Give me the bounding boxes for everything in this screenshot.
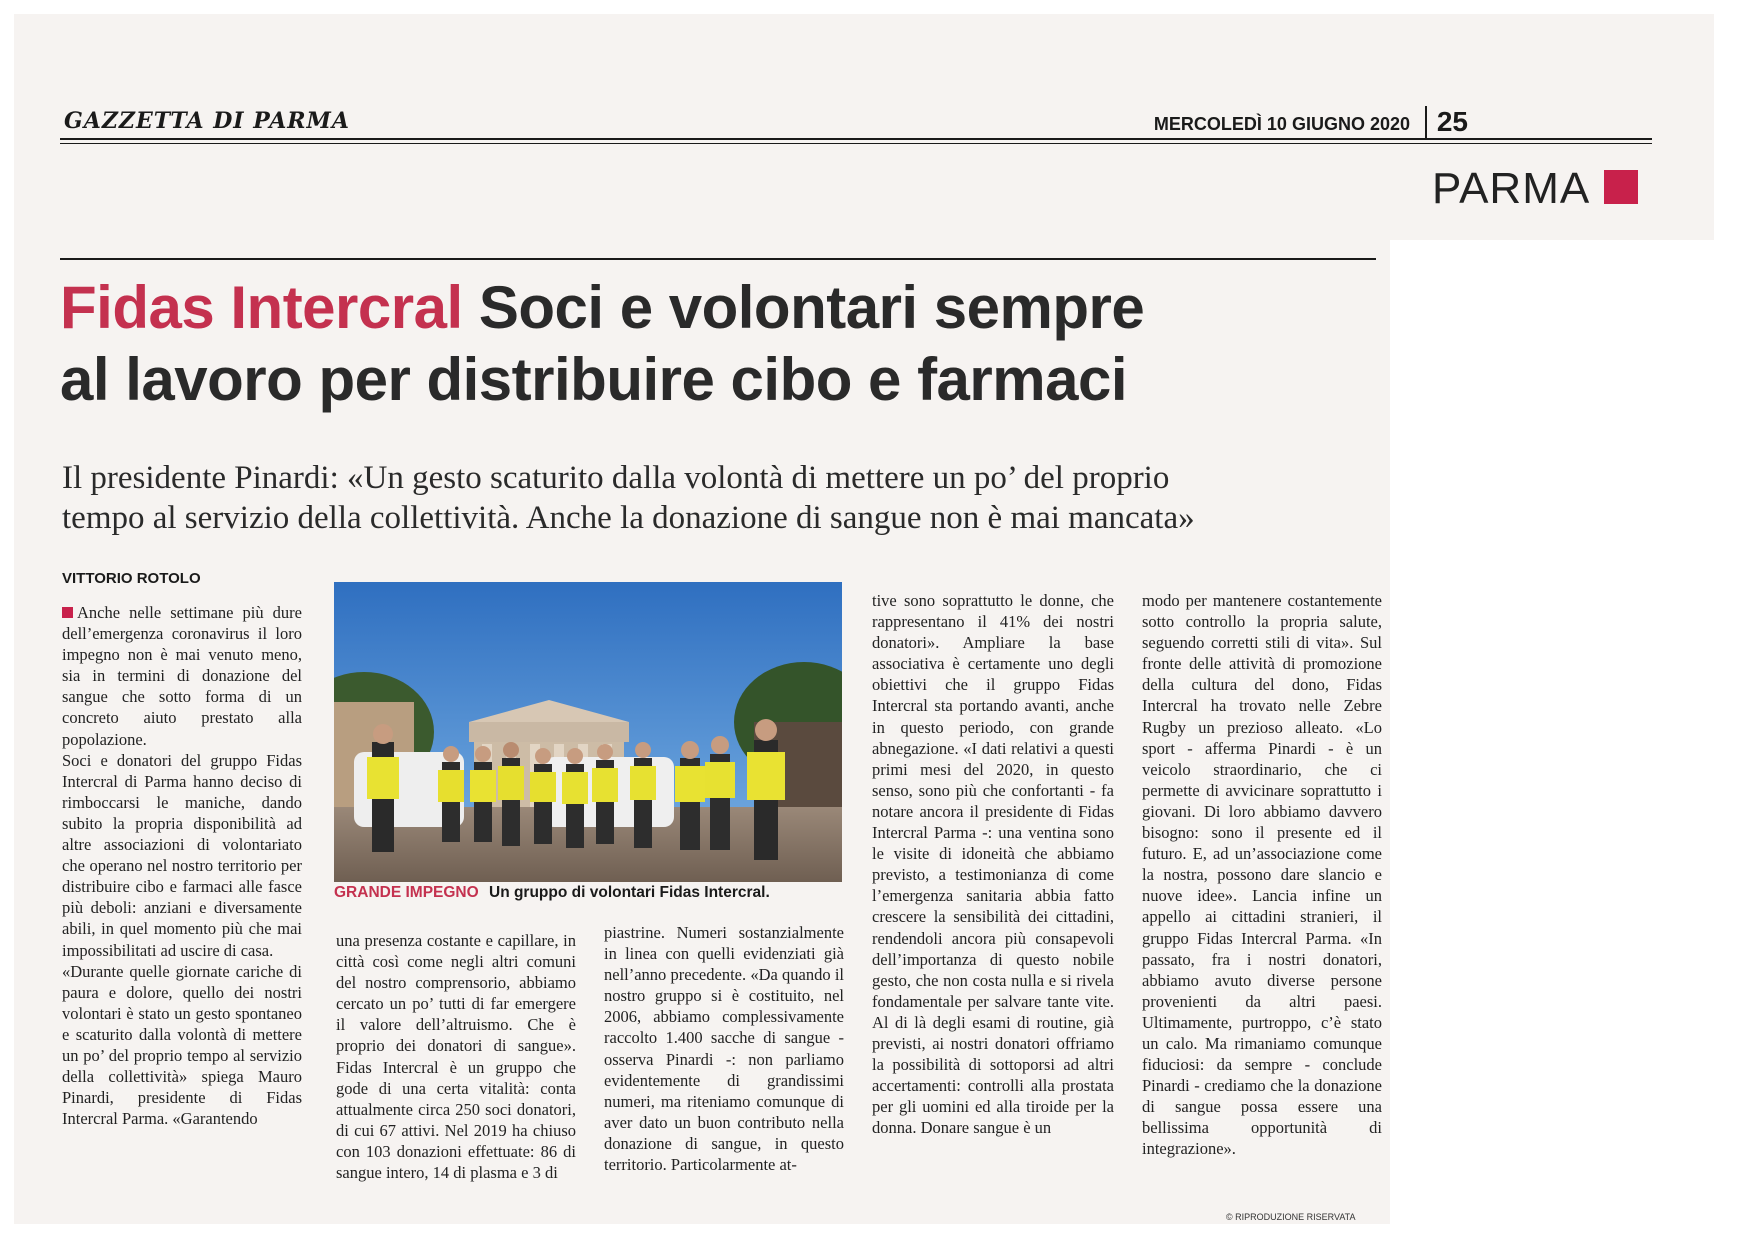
paragraph: Soci e donatori del gruppo Fidas Intercral di Parma hanno deciso di rimboccarsi le maniche, dando subito la propria disponibilità ad altre associazioni di volontariato che operano nel nostro territorio per distribuire cibo e farmaci alle fasce più deboli: anziani e diversamente abili, in quel momento più che mai impossibilitati ad uscire di casa. xyxy=(62,750,302,960)
volunteers-photo-illustration xyxy=(334,582,842,882)
headline-rule xyxy=(60,258,1376,260)
headline-kicker: Fidas Intercral xyxy=(60,274,463,341)
paragraph: tive sono soprattutto le donne, che rappresentano il 41% dei nostri donatori». Ampliare la base associativa è certamente uno degli obiettivi che il gruppo Fidas Intercral sta portando avanti, anche in questo periodo, con grande abnegazione. «I dati relativi a questi primi mesi del 2020, in questo senso, sono più che confortanti - fa notare ancora il presidente di Fidas Intercral Parma -: una ventina sono le visite di idoneità che abbiamo previsto, a testimonianza di come l’emergenza sanitaria abbia fatto crescere la sensibilità dei cittadini, rendendoli ancora più consapevoli dell’importanza di questo nobile gesto, che non costa nulla e si rivela fondamentale per salvare tante vite. Al di là degli esami di routine, già previsti, ai nostri donatori offriamo la possibilità di sottoporsi ad altri accertamenti: controlli alla prostata per gli uomini ed alla tiroide per la donna. Donare sangue è un xyxy=(872,591,1114,1138)
paragraph: piastrine. Numeri sostanzialmente in linea con quelli evidenziati già nell’anno precedente. «Da quando il nostro gruppo si è costituito, nel 2006, abbiamo complessivamente raccolto 1.400 sacche di sangue - osserva Pinardi -: non parliamo evidentemente di grandissimi numeri, ma riteniamo comunque di aver dato un buon contributo nella donazione di sangue, in questo territorio. Particolarmente at- xyxy=(604,923,844,1175)
subheadline-line-2: tempo al servizio della collettività. Anche la donazione di sangue non è mai mancata» xyxy=(62,500,1195,536)
article-column-5 xyxy=(1142,590,1382,1212)
paragraph: «Durante quelle giornate cariche di paura e dolore, quello dei nostri volontari è stato un gesto spontaneo e scaturito dalla volontà di mettere un po’ del proprio tempo al servizio della collettività» spiega Mauro Pinardi, presidente di Fidas Intercral Parma. «Garantendo xyxy=(62,961,302,1129)
copyright-notice: © RIPRODUZIONE RISERVATA xyxy=(1226,1212,1356,1222)
lead-paragraph xyxy=(62,602,302,750)
caption-text: Un gruppo di volontari Fidas Intercral. xyxy=(489,884,770,901)
headline-line-2: al lavoro per distribuire cibo e farmaci xyxy=(60,346,1128,413)
article-column-3 xyxy=(604,922,844,1220)
article-column-2 xyxy=(336,930,576,1220)
section-label: PARMA xyxy=(1432,164,1591,213)
paragraph: una presenza costante e capillare, in città così come negli altri comuni del nostro comprensorio, abbiamo cercato un po’ tutti di far emergere il valore dell’altruismo. Che è proprio dei donatori di sangue». Fidas Intercral è un gruppo che gode di una certa vitalità: conta attualmente circa 250 soci donatori, di cui 67 attivi. Nel 2019 ha chiuso con 103 donazioni effettuate: 86 di sangue intero, 14 di plasma e 3 di xyxy=(336,931,576,1183)
subheadline xyxy=(62,458,1382,538)
photo-caption xyxy=(334,884,842,902)
article-photo xyxy=(334,582,842,882)
caption-tag: GRANDE IMPEGNO xyxy=(334,884,479,901)
byline: VITTORIO ROTOLO xyxy=(62,570,201,587)
issue-date: MERCOLEDÌ 10 GIUGNO 2020 xyxy=(1153,114,1410,134)
blank-margin xyxy=(1390,240,1714,1230)
headline xyxy=(60,272,1390,416)
headline-text-1: Soci e volontari sempre xyxy=(478,274,1145,341)
lead-text: Anche nelle settimane più dure dell’emergenza coronavirus il loro impegno non è mai venuto meno, sia in termini di donazione del sangue che sotto forma di un concreto aiuto prestato alla popolazione. xyxy=(62,603,302,749)
article-column-1 xyxy=(62,602,302,1214)
article-column-4 xyxy=(872,590,1114,1220)
newspaper-name: GAZZETTA DI PARMA xyxy=(64,108,350,134)
subheadline-line-1: Il presidente Pinardi: «Un gesto scaturito dalla volontà di mettere un po’ del proprio xyxy=(62,460,1170,496)
lead-marker-icon xyxy=(62,607,73,618)
paragraph: modo per mantenere costantemente sotto controllo la propria salute, seguendo corretti stili di vita». Sul fronte delle attività di promozione della cultura del dono, Fidas Intercral ha trovato nelle Zebre Rugby un prezioso alleato. «Lo sport - afferma Pinardi - è un veicolo straordinario, che ci permette di avvicinare soprattutto i giovani. Di loro abbiamo davvero bisogno: sono il presente ed il futuro. E, ad un’associazione come la nostra, possono dare slancio e nuove idee». Lancia infine un appello ai cittadini stranieri, il gruppo Fidas Intercral Parma. «In passato, fra i nostri donatori, abbiamo avuto diverse persone provenienti da altri paesi. Ultimamente, purtroppo, c’è stato un calo. Ma rimaniamo comunque fiduciosi: da sempre - conclude Pinardi - crediamo che la donazione di sangue possa essere una bellissima opportunità di integrazione». xyxy=(1142,591,1382,1159)
section-marker xyxy=(1604,170,1638,204)
headline-line-1 xyxy=(60,272,1390,344)
masthead-rule xyxy=(60,138,1652,144)
page-number: 25 xyxy=(1425,106,1468,138)
